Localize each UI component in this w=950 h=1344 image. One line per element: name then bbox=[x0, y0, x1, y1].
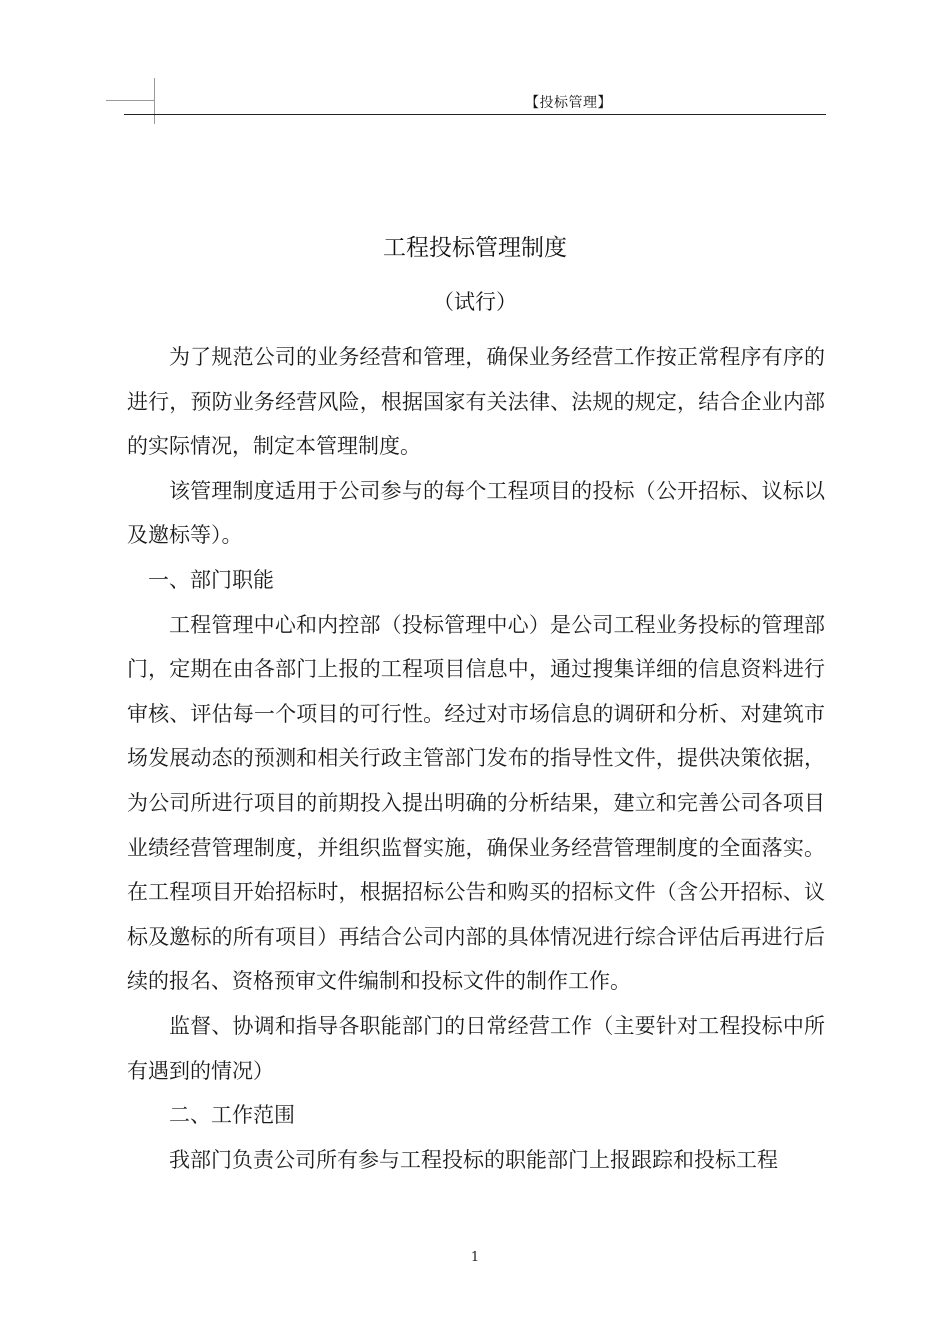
paragraph-scope: 该管理制度适用于公司参与的每个工程项目的投标（公开招标、议标以及邀标等）。 bbox=[127, 478, 825, 548]
paragraph-supervision: 监督、协调和指导各职能部门的日常经营工作（主要针对工程投标中所有遇到的情况） bbox=[127, 1013, 825, 1083]
document-body bbox=[127, 335, 825, 1182]
paragraph-intro: 为了规范公司的业务经营和管理，确保业务经营工作按正常程序有序的进行，预防业务经营风险，根据国家有关法律、法规的规定，结合企业内部的实际情况，制定本管理制度。 bbox=[127, 345, 825, 459]
paragraph-department-function: 工程管理中心和内控部（投标管理中心）是公司工程业务投标的管理部门，定期在由各部门上报的工程项目信息中，通过搜集详细的信息资料进行审核、评估每一个项目的可行性。经过对市场信息的调研和分析、对建筑市场发展动态的预测和相关行政主管部门发布的指导性文件，提供决策依据，为公司所进行项目的前期投入提出明确的分析结果，建立和完善公司各项目业绩经营管理制度，并组织监督实施，确保业务经营管理制度的全面落实。在工程项目开始招标时，根据招标公告和购买的招标文件（含公开招标、议标及邀标的所有项目）再结合公司内部的具体情况进行综合评估后再进行后续的报名、资格预审文件编制和投标文件的制作工作。 bbox=[127, 612, 825, 994]
header-label: 【投标管理】 bbox=[525, 95, 612, 111]
section-heading-department-function: 一、部门职能 bbox=[148, 567, 274, 592]
running-header bbox=[124, 86, 826, 115]
document-subtitle: （试行） bbox=[433, 290, 517, 314]
section-heading-work-scope: 二、工作范围 bbox=[169, 1103, 295, 1128]
paragraph-work-scope: 我部门负责公司所有参与工程投标的职能部门上报跟踪和投标工程 bbox=[169, 1147, 778, 1172]
page-number: 1 bbox=[470, 1250, 480, 1265]
document-title: 工程投标管理制度 bbox=[383, 235, 567, 261]
